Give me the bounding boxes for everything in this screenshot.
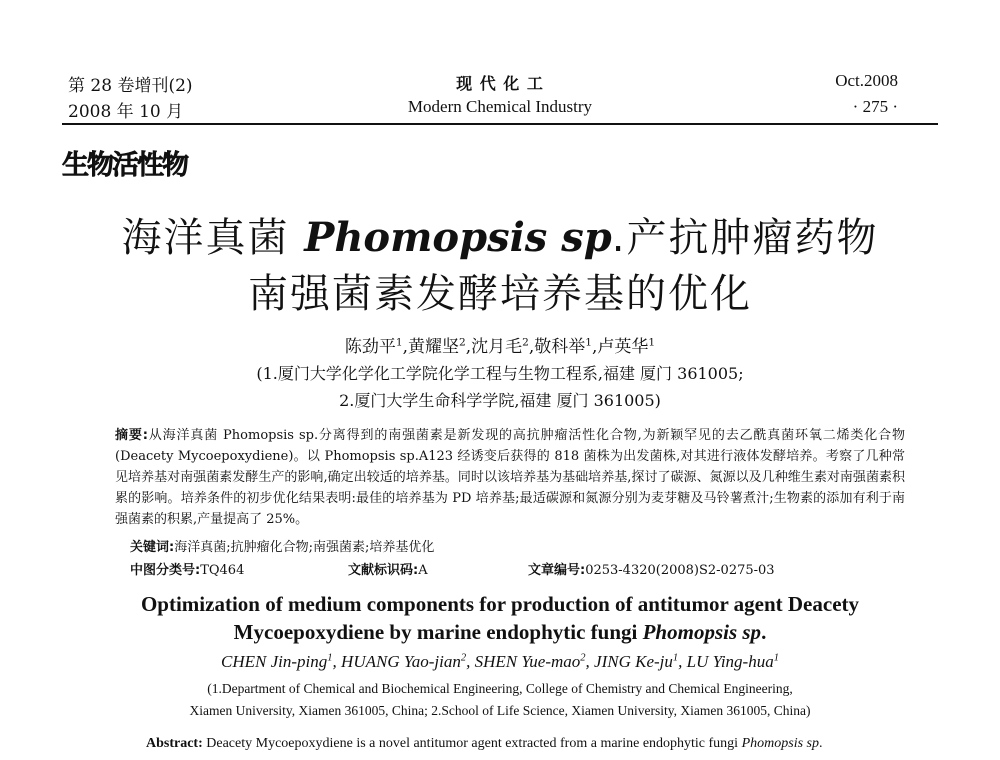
authors-zh: 陈劲平$^1$,黄耀坚$^2$,沈月毛$^2$,敬科举$^1$,卢英华$^1$	[344, 336, 656, 357]
author-en-4: JING Ke-ju	[594, 652, 673, 671]
journal-date: 2008 年 10 月	[68, 102, 184, 122]
title-en-line2: Mycoepoxydiene by marine endophytic fungi Phomopsis sp.	[233, 620, 767, 644]
author-zh-5: 卢英华	[597, 337, 649, 357]
journal-name-zh: 现 代 化 工	[456, 74, 544, 93]
issue-month: Oct.2008	[835, 71, 898, 90]
page-number: · 275 ·	[852, 97, 898, 116]
author-zh-2: 黄耀坚	[408, 337, 460, 357]
author-en-1: CHEN Jin-ping	[221, 652, 328, 671]
abstract-zh-label: 摘要:	[115, 428, 148, 443]
section-tag: 生物活性物	[62, 150, 187, 181]
author-zh-4: 敬科举	[534, 337, 586, 357]
clc-code: 中图分类号:TQ464	[130, 563, 245, 578]
authors-en: CHEN Jin-ping$^1$, HUANG Yao-jian$^2$, SHEN Yue-mao$^2$, JING $Ke-ju^1$, LU Ying-hua$^1$	[221, 652, 779, 671]
keywords-text: 海洋真菌;抗肿瘤化合物;南强菌素;培养基优化	[174, 540, 435, 555]
affiliation-zh-line1: (1.厦门大学化学化工学院化学工程与生物工程系,福建 厦门 361005;	[256, 364, 744, 383]
author-zh-1: 陈劲平	[344, 337, 396, 357]
keywords-label: 关键词:	[130, 540, 175, 555]
affiliation-zh-line2: 2.厦门大学生命科学学院,福建 厦门 361005)	[339, 391, 661, 410]
header-rule	[62, 123, 938, 125]
author-en-3: SHEN Yue-mao	[474, 652, 581, 671]
title-zh-line1	[0, 206, 1000, 263]
title-zh-line1-pre: 海洋真菌	[121, 215, 305, 261]
author-en-2: HUANG Yao-jian	[341, 652, 461, 671]
document-code: 文献标识码:A	[348, 563, 428, 578]
journal-name-en: Modern Chemical Industry	[407, 97, 593, 116]
author-en-5: LU Ying-hua	[686, 652, 774, 671]
title-zh-line1-post: .产抗肿瘤药物	[611, 215, 879, 261]
keywords	[130, 536, 434, 555]
affiliation-en-line2: Xiamen University, Xiamen 361005, China; 2.School of Life Science, Xiamen University, Xiamen 361005, China)	[189, 703, 811, 718]
title-zh-line2: 南强菌素发酵培养基的优化	[248, 271, 752, 317]
abstract-en: Abstract: Deacety Mycoepoxydiene is a novel antitumor agent extracted from a marine endophytic fungi Phomopsis sp.	[146, 736, 823, 751]
abstract-zh-text: 从海洋真菌 Phomopsis sp.分离得到的南强菌素是新发现的高抗肿瘤活性化合物,为新颖罕见的去乙酰真菌环氧二烯类化合物(Deacety Mycoepoxydiene)。以 Phomopsis sp.A123 经诱变后获得的 818 菌株为出发菌株,对其进行液体发酵培养。考察了几种常见培养基对南强菌素发酵生产的影响,确定出较适的培养基。同时以该培养基为基础培养基,探讨了碳源、氮源以及几种维生素对南强菌素积累的影响。培养条件的初步优化结果表明:最佳的培养基为 PD 培养基;最适碳源和氮源分别为麦芽糖及马铃薯煮汁;生物素的添加有利于南强菌素的积累,产量提高了 25%。	[115, 428, 906, 527]
title-zh-latin: Phomopsis sp	[304, 214, 612, 261]
abstract-zh	[115, 425, 905, 530]
journal-issue: 第 28 卷增刊(2)	[68, 76, 193, 96]
abstract-en-label: Abstract:	[146, 736, 203, 751]
title-en-latin: Phomopsis sp	[642, 620, 762, 644]
affiliation-en-line1: (1.Department of Chemical and Biochemical Engineering, College of Chemistry and Chemical Engineering,	[207, 681, 793, 696]
article-number: 文章编号:0253-4320(2008)S2-0275-03	[528, 563, 775, 578]
author-zh-3: 沈月毛	[471, 337, 523, 357]
title-en-line1: Optimization of medium components for production of antitumor agent Deacety	[140, 592, 860, 616]
